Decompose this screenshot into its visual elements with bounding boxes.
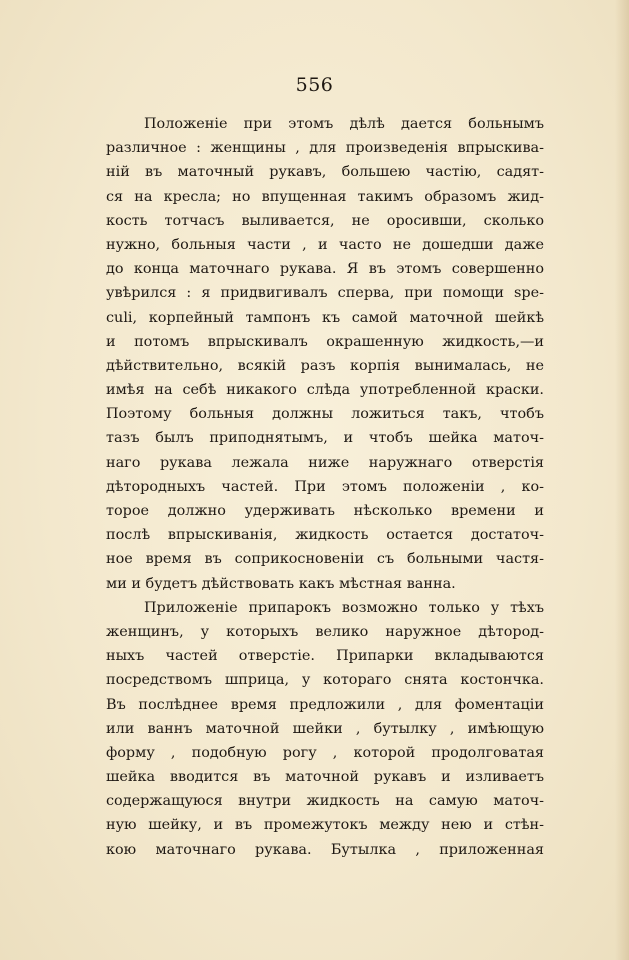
text-line: нужно, больныя части , и часто не дошедши даже — [106, 236, 544, 253]
page-edge-shadow — [615, 0, 629, 960]
text-line: или ваннъ маточной шейки , бутылку , имѣющую — [106, 720, 544, 737]
body-text — [106, 112, 544, 862]
text-line: женщинъ, у которыхъ велико наружное дѣтород- — [106, 623, 544, 640]
text-line: послѣ впрыскиванія, жидкость остается достаточ- — [106, 527, 544, 544]
text-line: наго рукава лежала ниже наружнаго отверстія — [106, 454, 544, 471]
text-line: посредствомъ шприца, у котораго снята костончка. — [106, 672, 544, 689]
text-line: различное : женщины , для произведенія впрыскива- — [106, 140, 544, 157]
text-line: имѣя на себѣ никакого слѣда употребленной краски. — [106, 382, 544, 399]
text-line: до конца маточнаго рукава. Я въ этомъ совершенно — [106, 261, 544, 278]
text-line: ній въ маточный рукавъ, большею частію, садят- — [106, 164, 544, 181]
text-line: и потомъ впрыскивалъ окрашенную жидкость,—и — [106, 333, 544, 350]
text-line: тазъ былъ приподнятымъ, и чтобъ шейка маточ- — [106, 430, 544, 447]
text-line: ныхъ частей отверстіе. Припарки вкладываются — [106, 648, 544, 665]
text-line: кость тотчасъ выливается, не оросивши, сколько — [106, 212, 544, 229]
text-line: ся на кресла; но впущенная такимъ образомъ жид- — [106, 188, 544, 205]
text-line: Приложеніе припарокъ возможно только у тѣхъ — [144, 599, 544, 616]
text-line: ную шейку, и въ промежутокъ между нею и стѣн- — [106, 817, 544, 834]
text-line: увѣрился : я придвигивалъ сперва, при помощи spe- — [106, 285, 544, 302]
text-line: Въ послѣднее время предложили , для фоментаціи — [106, 696, 544, 713]
text-line: culi, корпейный тампонъ къ самой маточной шейкѣ — [106, 309, 544, 326]
text-line: кою маточнаго рукава. Бутылка , приложенная — [106, 841, 544, 858]
page-number: 556 — [295, 74, 334, 96]
text-line: дѣтородныхъ частей. При этомъ положеніи , ко- — [106, 478, 544, 495]
text-line: форму , подобную рогу , которой продолговатая — [106, 744, 544, 761]
text-line: содержащуюся внутри жидкость на самую маточ- — [106, 793, 544, 810]
text-line: торое должно удерживать нѣсколько времени и — [106, 503, 544, 519]
text-line: Поэтому больныя должны ложиться такъ, чтобъ — [106, 406, 544, 423]
text-line: ное время въ соприкосновеніи съ больными частя- — [106, 551, 544, 568]
text-line: Положеніе при этомъ дѣлѣ дается больнымъ — [144, 116, 544, 132]
text-line: ми и будетъ дѣйствовать какъ мѣстная ванна. — [106, 575, 456, 592]
text-line: шейка вводится въ маточной рукавъ и изливаетъ — [106, 769, 544, 786]
text-line: дѣйствительно, всякій разъ корпія вынималась, не — [106, 357, 544, 374]
